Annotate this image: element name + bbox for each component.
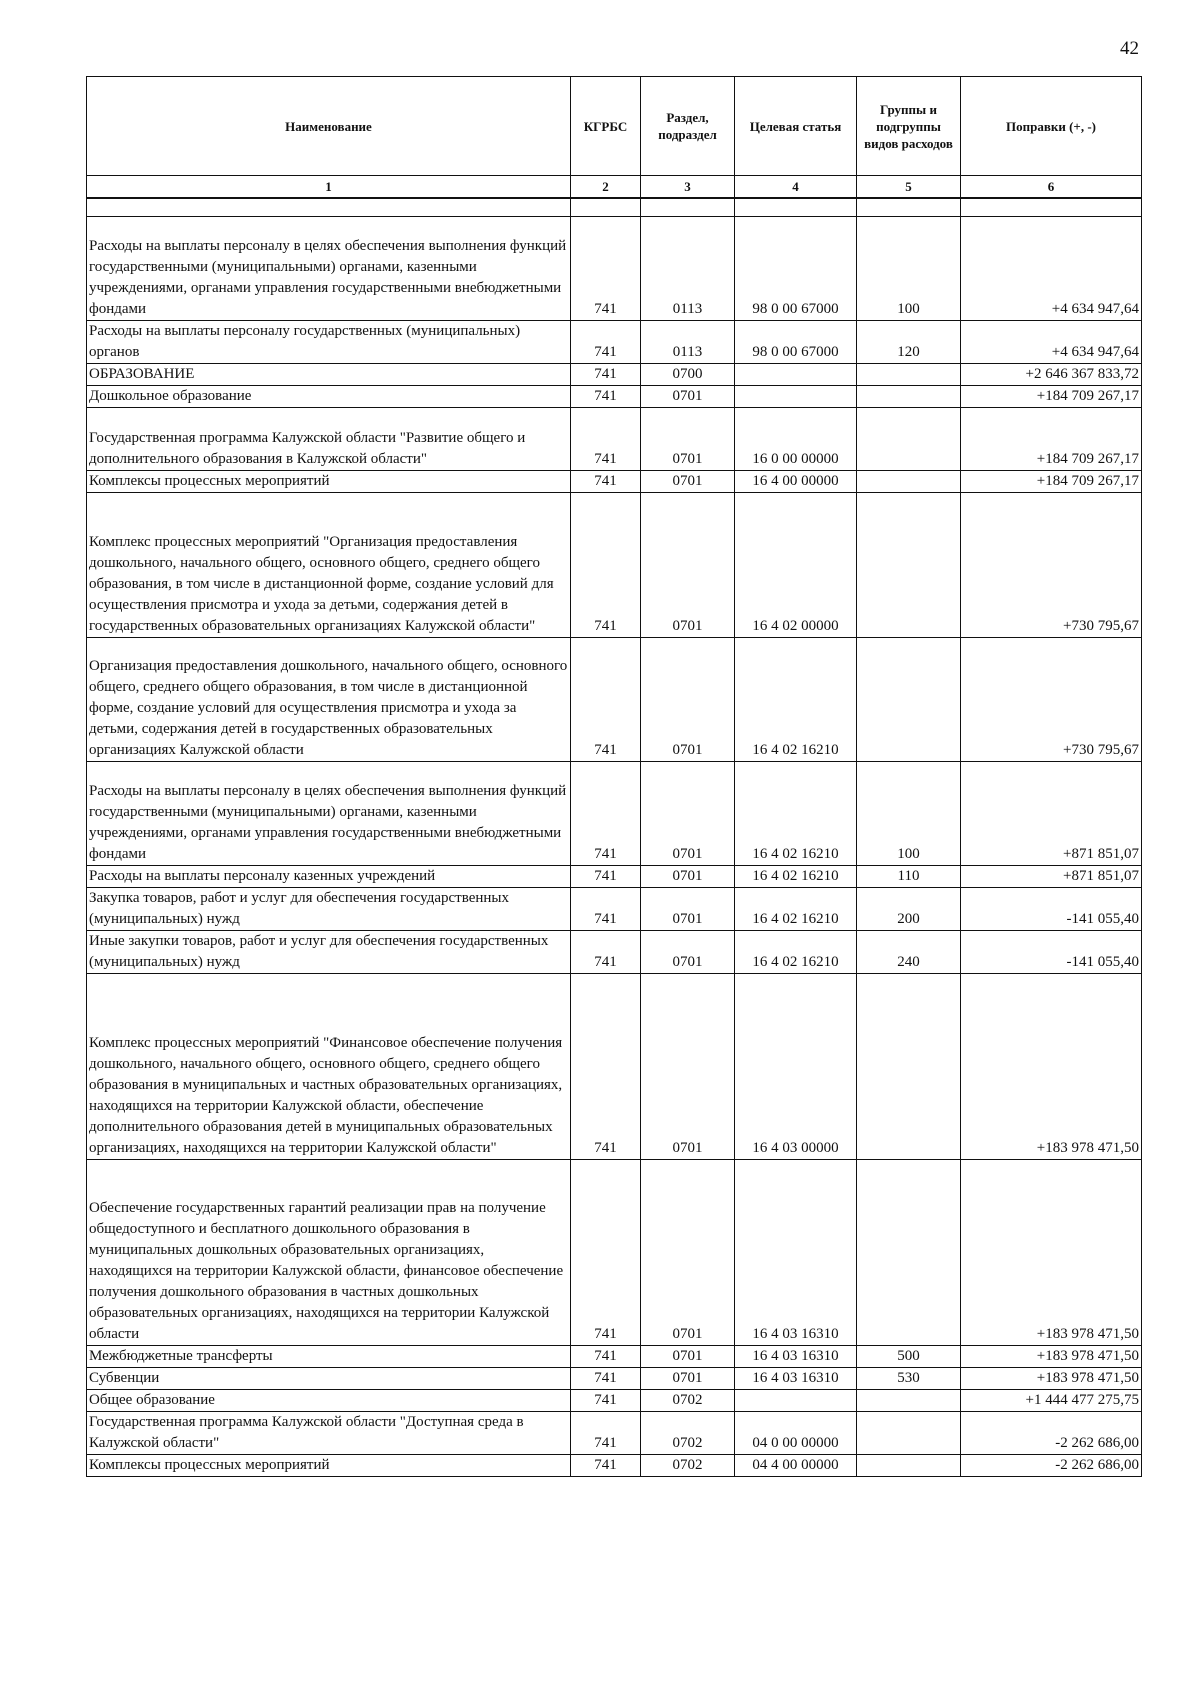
row-kgrbs: 741 [571,217,641,321]
row-amount: +730 795,67 [961,638,1142,762]
row-amount: +871 851,07 [961,866,1142,888]
row-target-article: 16 4 02 16210 [735,866,857,888]
row-kgrbs: 741 [571,321,641,364]
row-name: Закупка товаров, работ и услуг для обеспечения государственных (муниципальных) нужд [87,888,571,931]
header-name: Наименование [87,77,571,176]
row-target-article: 16 4 03 00000 [735,974,857,1160]
row-expense-group [857,471,961,493]
row-target-article: 16 4 03 16310 [735,1368,857,1390]
table-row [87,931,1142,974]
row-expense-group [857,408,961,471]
row-kgrbs: 741 [571,1455,641,1477]
table-row [87,364,1142,386]
table-row [87,386,1142,408]
column-number: 2 [571,176,641,199]
row-expense-group [857,1455,961,1477]
row-section: 0113 [641,217,735,321]
row-name: Расходы на выплаты персоналу казенных учреждений [87,866,571,888]
table-row [87,408,1142,471]
row-name: Комплексы процессных мероприятий [87,471,571,493]
row-expense-group: 240 [857,931,961,974]
row-kgrbs: 741 [571,866,641,888]
row-name: Субвенции [87,1368,571,1390]
row-kgrbs: 741 [571,408,641,471]
row-target-article: 98 0 00 67000 [735,321,857,364]
row-target-article: 16 4 02 16210 [735,638,857,762]
row-amount: +184 709 267,17 [961,386,1142,408]
table-row [87,217,1142,321]
row-kgrbs: 741 [571,931,641,974]
table-row [87,1412,1142,1455]
row-section: 0701 [641,638,735,762]
header-amendments: Поправки (+, -) [961,77,1142,176]
row-target-article [735,386,857,408]
header-section: Раздел, подраздел [641,77,735,176]
row-section: 0702 [641,1455,735,1477]
row-kgrbs: 741 [571,638,641,762]
row-expense-group: 120 [857,321,961,364]
row-amount: +871 851,07 [961,762,1142,866]
row-kgrbs: 741 [571,364,641,386]
row-expense-group: 110 [857,866,961,888]
row-target-article: 16 4 02 16210 [735,762,857,866]
row-amount: +183 978 471,50 [961,1368,1142,1390]
header-groups: Группы и подгруппы видов расходов [857,77,961,176]
row-amount: +2 646 367 833,72 [961,364,1142,386]
spacer-row [87,198,1142,217]
column-number: 1 [87,176,571,199]
row-kgrbs: 741 [571,1412,641,1455]
table-row [87,1455,1142,1477]
row-target-article: 04 0 00 00000 [735,1412,857,1455]
row-target-article: 16 0 00 00000 [735,408,857,471]
row-name: Межбюджетные трансферты [87,1346,571,1368]
row-amount: +184 709 267,17 [961,408,1142,471]
spacer-cell [641,198,735,217]
table-row [87,493,1142,638]
table-body [87,217,1142,1477]
row-kgrbs: 741 [571,1160,641,1346]
row-target-article: 04 4 00 00000 [735,1455,857,1477]
row-amount: +183 978 471,50 [961,974,1142,1160]
header-target: Целевая статья [735,77,857,176]
table-row [87,1368,1142,1390]
row-kgrbs: 741 [571,974,641,1160]
row-target-article: 16 4 00 00000 [735,471,857,493]
table-row [87,471,1142,493]
row-section: 0702 [641,1412,735,1455]
row-section: 0701 [641,493,735,638]
column-number-row [87,176,1142,199]
row-amount: -141 055,40 [961,888,1142,931]
row-expense-group [857,493,961,638]
page-number: 42 [1120,38,1139,59]
row-target-article: 16 4 03 16310 [735,1160,857,1346]
row-expense-group [857,1390,961,1412]
row-amount: +1 444 477 275,75 [961,1390,1142,1412]
row-name: Расходы на выплаты персоналу в целях обеспечения выполнения функций государственными (муниципальными) органами, казенными учреждениями, органами управления государственными внебюджетными фондами [87,762,571,866]
row-expense-group [857,638,961,762]
row-name: Общее образование [87,1390,571,1412]
row-amount: -141 055,40 [961,931,1142,974]
table-row [87,1390,1142,1412]
row-section: 0700 [641,364,735,386]
row-name: Обеспечение государственных гарантий реализации прав на получение общедоступного и бесплатного дошкольного образования в муниципальных дошкольных образовательных организациях, находящихся на территории Калужской области, финансовое обеспечение получения дошкольного образования в частных дошкольных образовательных организациях, находящихся на территории Калужской области [87,1160,571,1346]
row-section: 0701 [641,1346,735,1368]
row-section: 0701 [641,974,735,1160]
spacer-cell [735,198,857,217]
row-kgrbs: 741 [571,493,641,638]
spacer-cell [87,198,571,217]
header-kgrbs: КГРБС [571,77,641,176]
spacer-cell [961,198,1142,217]
table-row [87,974,1142,1160]
table-row [87,638,1142,762]
row-name: ОБРАЗОВАНИЕ [87,364,571,386]
column-number: 3 [641,176,735,199]
row-name: Комплекс процессных мероприятий "Финансовое обеспечение получения дошкольного, начального общего, основного общего, среднего общего образования в муниципальных и частных образовательных организациях, находящихся на территории Калужской области, обеспечение дополнительного образования детей в муниципальных образовательных организациях, находящихся на территории Калужской области" [87,974,571,1160]
row-expense-group: 530 [857,1368,961,1390]
row-section: 0701 [641,762,735,866]
column-number: 4 [735,176,857,199]
row-expense-group: 100 [857,217,961,321]
row-amount: +184 709 267,17 [961,471,1142,493]
row-amount: +730 795,67 [961,493,1142,638]
row-expense-group [857,1160,961,1346]
row-name: Иные закупки товаров, работ и услуг для обеспечения государственных (муниципальных) нужд [87,931,571,974]
table-row [87,762,1142,866]
row-name: Государственная программа Калужской области "Доступная среда в Калужской области" [87,1412,571,1455]
row-section: 0701 [641,888,735,931]
row-name: Расходы на выплаты персоналу в целях обеспечения выполнения функций государственными (муниципальными) органами, казенными учреждениями, органами управления государственными внебюджетными фондами [87,217,571,321]
row-target-article: 98 0 00 67000 [735,217,857,321]
row-target-article: 16 4 02 00000 [735,493,857,638]
row-section: 0701 [641,408,735,471]
row-kgrbs: 741 [571,1390,641,1412]
row-amount: -2 262 686,00 [961,1455,1142,1477]
row-kgrbs: 741 [571,1346,641,1368]
row-kgrbs: 741 [571,762,641,866]
row-expense-group [857,974,961,1160]
row-kgrbs: 741 [571,386,641,408]
row-amount: +4 634 947,64 [961,321,1142,364]
row-target-article: 16 4 02 16210 [735,888,857,931]
row-section: 0701 [641,1368,735,1390]
row-amount: +183 978 471,50 [961,1346,1142,1368]
table-row [87,866,1142,888]
row-expense-group: 100 [857,762,961,866]
row-name: Комплексы процессных мероприятий [87,1455,571,1477]
column-number: 6 [961,176,1142,199]
row-amount: -2 262 686,00 [961,1412,1142,1455]
row-section: 0701 [641,1160,735,1346]
row-expense-group [857,386,961,408]
column-number: 5 [857,176,961,199]
row-section: 0113 [641,321,735,364]
row-expense-group: 500 [857,1346,961,1368]
row-expense-group [857,364,961,386]
row-name: Дошкольное образование [87,386,571,408]
row-section: 0701 [641,471,735,493]
row-kgrbs: 741 [571,888,641,931]
row-expense-group: 200 [857,888,961,931]
header-row [87,77,1142,176]
row-amount: +183 978 471,50 [961,1160,1142,1346]
row-name: Комплекс процессных мероприятий "Организация предоставления дошкольного, начального общего, основного общего, среднего общего образования, в том числе в дистанционной форме, создание условий для осуществления присмотра и ухода за детьми, содержания детей в государственных образовательных организациях Калужской области" [87,493,571,638]
row-amount: +4 634 947,64 [961,217,1142,321]
spacer-cell [571,198,641,217]
row-target-article [735,1390,857,1412]
table-row [87,888,1142,931]
row-section: 0701 [641,931,735,974]
row-target-article: 16 4 02 16210 [735,931,857,974]
table-row [87,1160,1142,1346]
row-section: 0702 [641,1390,735,1412]
row-target-article: 16 4 03 16310 [735,1346,857,1368]
row-target-article [735,364,857,386]
row-name: Организация предоставления дошкольного, начального общего, основного общего, среднего общего образования, в том числе в дистанционной форме, создание условий для осуществления присмотра и ухода за детьми, содержания детей в государственных образовательных организациях Калужской области [87,638,571,762]
row-name: Расходы на выплаты персоналу государственных (муниципальных) органов [87,321,571,364]
row-kgrbs: 741 [571,471,641,493]
row-expense-group [857,1412,961,1455]
table-row [87,321,1142,364]
row-section: 0701 [641,386,735,408]
row-name: Государственная программа Калужской области "Развитие общего и дополнительного образования в Калужской области" [87,408,571,471]
row-kgrbs: 741 [571,1368,641,1390]
spacer-cell [857,198,961,217]
budget-table [86,76,1142,1477]
table-row [87,1346,1142,1368]
row-section: 0701 [641,866,735,888]
